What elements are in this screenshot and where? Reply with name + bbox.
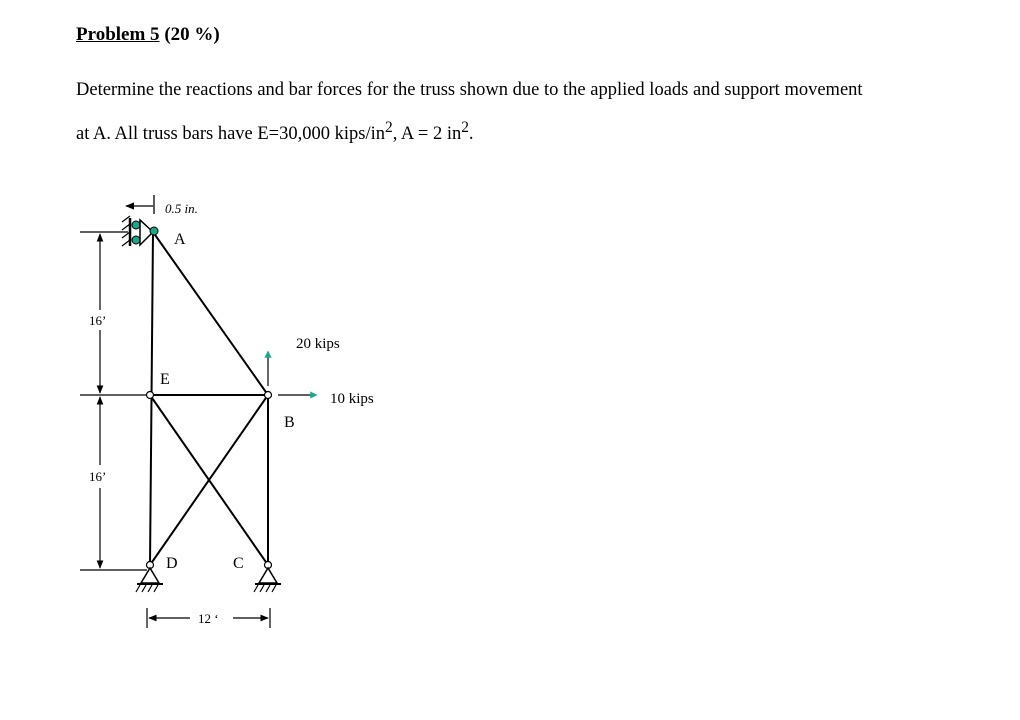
pin-support-d: [136, 562, 163, 593]
superscript-2: 2: [461, 119, 469, 136]
roller-circle-top: [132, 221, 140, 229]
dim-label-width: 12 ‘: [198, 611, 219, 626]
support-movement-label: 0.5 in.: [165, 201, 198, 216]
node-label-e: E: [160, 371, 170, 388]
load-label-vertical: 20 kips: [296, 336, 340, 352]
node-label-d: D: [166, 555, 178, 572]
problem-points: (20 %): [159, 24, 220, 45]
statement-part-b: , A = 2 in: [392, 124, 462, 145]
node-a-pin: [150, 227, 158, 235]
node-e-joint: [147, 392, 154, 399]
dim-label-lower-height: 16’: [89, 469, 107, 484]
dim-label-upper-height: 16’: [89, 313, 107, 328]
roller-circle-bottom: [132, 236, 140, 244]
truss-members: [150, 232, 268, 565]
node-label-b: B: [284, 414, 295, 431]
problem-label: Problem 5: [76, 24, 160, 45]
problem-statement-line-1: Determine the reactions and bar forces for the truss shown due to the applied loads and support movement: [76, 80, 863, 100]
node-b-joint: [265, 392, 272, 399]
superscript-1: 2: [384, 119, 393, 136]
statement-part-c: .: [468, 124, 474, 145]
vertical-dimensions: [80, 232, 147, 570]
member-ab: [153, 232, 268, 395]
pin-support-c: [254, 562, 281, 593]
load-label-horizontal: 10 kips: [330, 391, 374, 407]
node-label-a: A: [174, 231, 186, 248]
support-movement-indicator: [126, 195, 154, 214]
node-label-c: C: [233, 555, 244, 572]
statement-part-a: at A. All truss bars have E=30,000 kips/in: [76, 124, 385, 145]
